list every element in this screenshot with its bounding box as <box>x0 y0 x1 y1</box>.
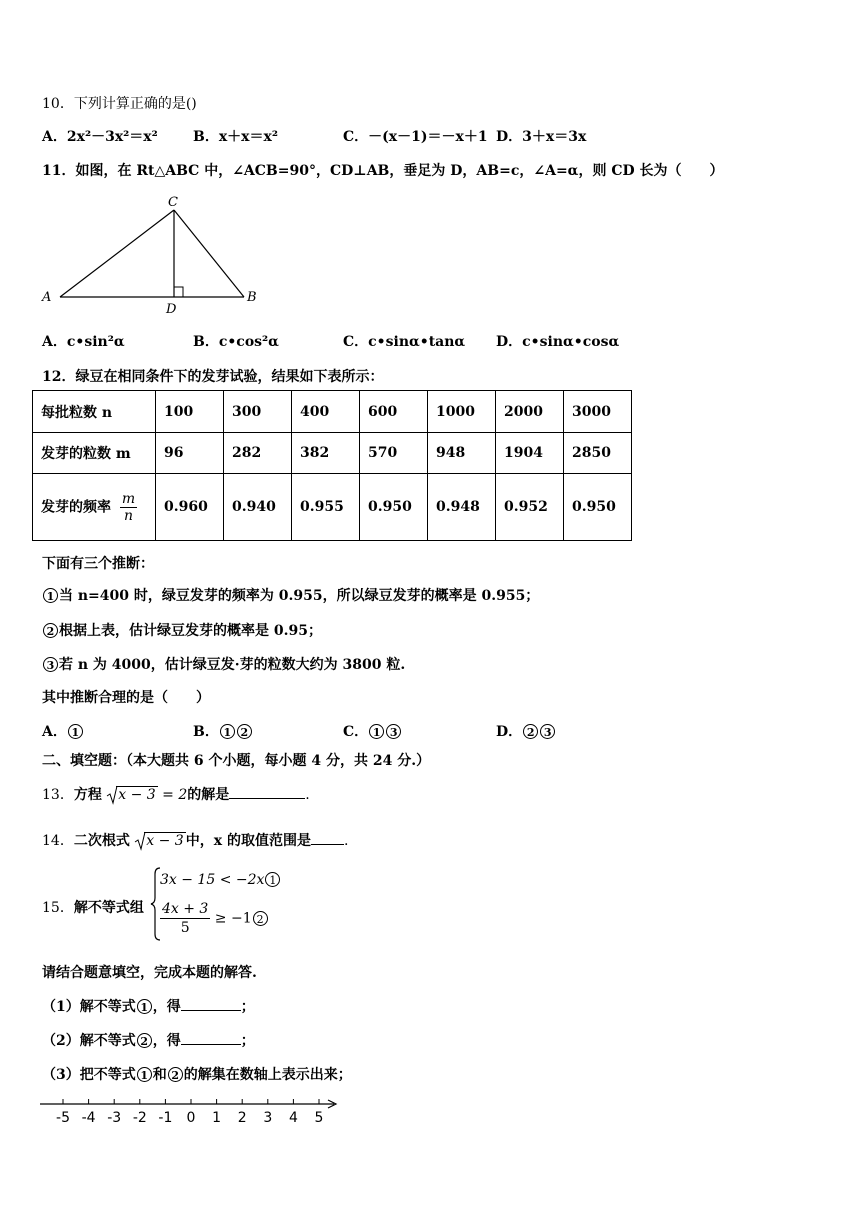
table-cell: 96 <box>156 433 224 474</box>
sqrt-expression <box>106 787 157 803</box>
circled-number: 1 <box>369 724 384 739</box>
table-cell: 3000 <box>564 391 632 433</box>
table-cell: 948 <box>428 433 496 474</box>
row-label: 发芽的粒数 m <box>33 433 156 474</box>
table-row-freq <box>33 474 632 541</box>
circled-number: 2 <box>168 1067 183 1082</box>
number-line-label: 2 <box>237 1110 247 1126</box>
q11-option-a: A．c•sin²α <box>42 334 125 350</box>
fraction-numerator: m <box>121 490 136 507</box>
table-row-m <box>33 433 632 474</box>
answer-blank[interactable] <box>181 996 241 1011</box>
number-line-label: 4 <box>288 1110 298 1126</box>
frequency-fraction <box>120 491 137 524</box>
table-cell: 1000 <box>428 391 496 433</box>
row-label <box>33 474 156 541</box>
row-label-text: 发芽的频率 <box>41 499 111 515</box>
answer-blank[interactable] <box>229 784 305 799</box>
circled-number: 2 <box>523 724 538 739</box>
step-label: （3）把不等式 <box>42 1067 136 1083</box>
inference-text: 若 n 为 4000，估计绿豆发·芽的粒数大约为 3800 粒. <box>59 657 406 673</box>
label-a: A <box>42 290 52 305</box>
table-cell: 2000 <box>496 391 564 433</box>
table-cell: 570 <box>360 433 428 474</box>
radicand: x − 3 <box>146 833 184 849</box>
inequality-2 <box>160 900 269 937</box>
circled-number: 2 <box>43 623 58 638</box>
circled-number: 1 <box>220 724 235 739</box>
q12-question: 其中推断合理的是（ ） <box>42 690 210 706</box>
radical-sign <box>106 785 118 805</box>
number-line-label: 5 <box>314 1110 324 1126</box>
inference-2 <box>42 620 322 640</box>
radicand: x − 3 <box>118 787 156 803</box>
number-line-label: -3 <box>107 1110 122 1126</box>
step-end: ； <box>240 1033 255 1049</box>
circled-number: 2 <box>237 724 252 739</box>
q14-post: 中，x 的取值范围是 <box>185 833 311 849</box>
row-label: 每批粒数 n <box>33 391 156 433</box>
number-line-label: -4 <box>81 1110 96 1126</box>
option-letter: D． <box>496 724 523 740</box>
q10-option-b: B．x＋x＝x² <box>193 129 279 145</box>
inequality-rhs: ≥ −1 <box>214 910 252 927</box>
q13 <box>42 784 310 804</box>
circled-number: 1 <box>137 1067 152 1082</box>
inequality-text: 3x − 15 < −2x <box>160 872 265 888</box>
q13-end: . <box>305 787 310 803</box>
step-mid: 和 <box>152 1067 167 1083</box>
inference-text: 当 n=400 时，绿豆发芽的频率为 0.955，所以绿豆发芽的概率是 0.955； <box>59 588 540 604</box>
q11-option-d: D．c•sinα•cosα <box>496 334 620 350</box>
inference-text: 根据上表，估计绿豆发芽的概率是 0.95； <box>59 623 322 639</box>
option-letter: C． <box>343 724 369 740</box>
q14-pre: 二次根式 <box>73 833 130 849</box>
table-cell: 0.952 <box>496 474 564 541</box>
q15-step-1 <box>42 996 255 1016</box>
table-cell: 400 <box>292 391 360 433</box>
germination-table <box>32 390 632 541</box>
circled-number: 1 <box>137 999 152 1014</box>
q10-option-d: D．3＋x＝3x <box>496 129 587 145</box>
equation-rhs: = 2 <box>162 787 188 803</box>
q12-intro: 下面有三个推断： <box>42 556 154 572</box>
q14 <box>42 830 348 850</box>
table-cell: 2850 <box>564 433 632 474</box>
q15-step-3 <box>42 1064 352 1084</box>
number-line-label: -1 <box>158 1110 173 1126</box>
fraction-denominator: n <box>124 507 134 524</box>
step-tail: ，得 <box>152 1033 181 1049</box>
step-end: ； <box>240 999 255 1015</box>
answer-blank[interactable] <box>181 1030 241 1045</box>
q10-option-c: C．－(x－1)＝－x＋1 <box>343 129 488 145</box>
q10-stem: 10．下列计算正确的是() <box>42 96 197 112</box>
q15-pre: 解不等式组 <box>73 900 144 916</box>
inference-1 <box>42 585 539 605</box>
answer-blank[interactable] <box>311 830 344 845</box>
q10-option-a: A．2x²－3x²＝x² <box>42 129 158 145</box>
step-label: （1）解不等式 <box>42 999 136 1015</box>
table-cell: 300 <box>224 391 292 433</box>
q11-option-c: C．c•sinα•tanα <box>343 334 466 350</box>
step-label: （2）解不等式 <box>42 1033 136 1049</box>
step-tail: ，得 <box>152 999 181 1015</box>
q15-label <box>42 897 144 917</box>
sqrt-expression <box>134 833 185 849</box>
circled-number: 3 <box>540 724 555 739</box>
table-cell: 600 <box>360 391 428 433</box>
q11-stem: 11．如图，在 Rt△ABC 中，∠ACB=90°，CD⊥AB，垂足为 D，AB=c，∠A=α，则 CD 长为（ ） <box>42 163 724 179</box>
label-d: D <box>166 302 177 317</box>
label-c: C <box>168 195 178 210</box>
q13-pre: 方程 <box>73 787 102 803</box>
table-cell: 0.960 <box>156 474 224 541</box>
question-number: 14． <box>42 833 74 849</box>
q12-stem: 12．绿豆在相同条件下的发芽试验，结果如下表所示： <box>42 369 384 385</box>
inference-3 <box>42 654 405 674</box>
circled-number: 2 <box>137 1033 152 1048</box>
option-letter: B． <box>193 724 219 740</box>
label-b: B <box>247 290 257 305</box>
number-line-label: -2 <box>132 1110 147 1126</box>
circled-number: 3 <box>43 657 58 672</box>
q12-option-b <box>193 721 253 741</box>
q15-step-2 <box>42 1030 255 1050</box>
section-title: 二、填空题：（本大题共 6 个小题，每小题 4 分，共 24 分.） <box>42 753 431 769</box>
triangle-figure <box>36 188 276 318</box>
table-cell: 0.948 <box>428 474 496 541</box>
step-tail: 的解集在数轴上表示出来； <box>183 1067 352 1083</box>
number-line[interactable] <box>38 1094 348 1128</box>
question-number: 13． <box>42 787 74 803</box>
fraction-denominator: 5 <box>180 920 190 936</box>
table-cell: 282 <box>224 433 292 474</box>
number-line-label: 1 <box>212 1110 222 1126</box>
table-row-n <box>33 391 632 433</box>
inequality-1 <box>160 872 281 888</box>
table-cell: 0.940 <box>224 474 292 541</box>
table-cell: 0.950 <box>564 474 632 541</box>
q12-option-d <box>496 721 556 741</box>
table-cell: 382 <box>292 433 360 474</box>
option-letter: A． <box>42 724 67 740</box>
question-number: 15． <box>42 900 74 916</box>
fraction-numerator: 4x + 3 <box>162 901 209 917</box>
table-cell: 100 <box>156 391 224 433</box>
q11-option-b: B．c•cos²α <box>193 334 279 350</box>
q12-option-c <box>343 721 402 741</box>
q14-end: . <box>343 833 349 849</box>
q12-option-a <box>42 721 84 741</box>
circled-number: 1 <box>43 588 58 603</box>
circled-number: 1 <box>68 724 83 739</box>
number-line-ticks <box>56 1099 323 1126</box>
number-line-label: -5 <box>56 1110 70 1126</box>
circled-number: 1 <box>265 872 280 887</box>
number-line-label: 0 <box>186 1110 196 1126</box>
table-cell: 1904 <box>496 433 564 474</box>
table-cell: 0.955 <box>292 474 360 541</box>
q15-instruction: 请结合题意填空，完成本题的解答. <box>42 965 257 981</box>
fraction <box>160 900 210 937</box>
radical-sign <box>134 831 146 851</box>
number-line-label: 3 <box>263 1110 273 1126</box>
table-cell: 0.950 <box>360 474 428 541</box>
circled-number: 3 <box>386 724 401 739</box>
circled-number: 2 <box>253 911 268 926</box>
q13-post: 的解是 <box>187 787 230 803</box>
